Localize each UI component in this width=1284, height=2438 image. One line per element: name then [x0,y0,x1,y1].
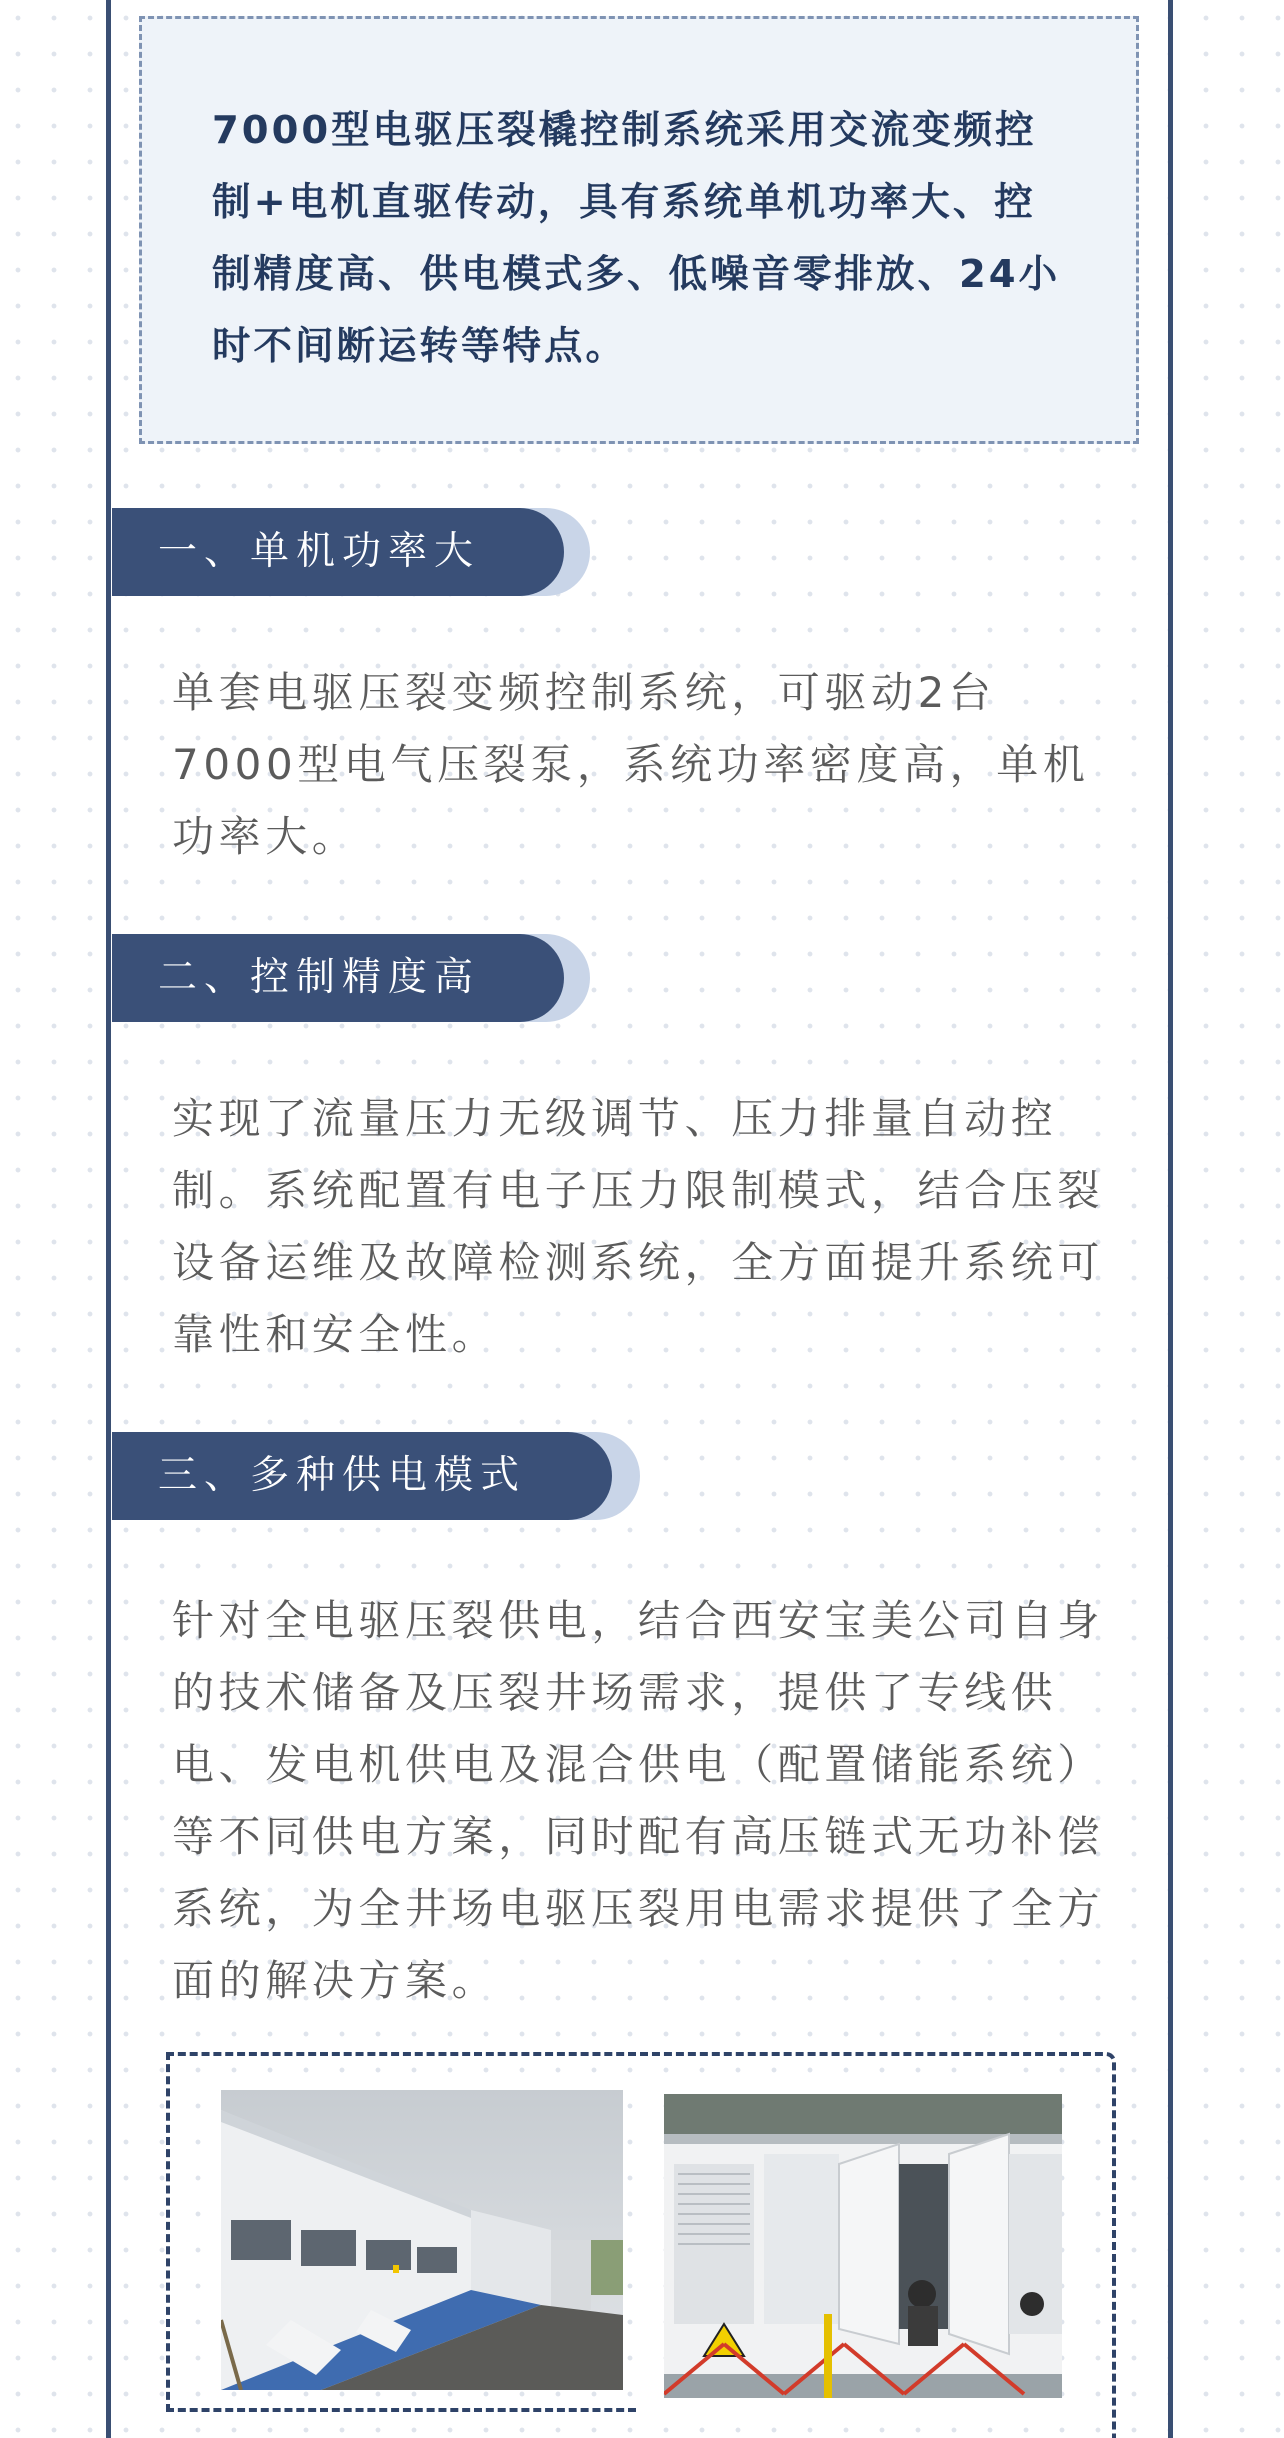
section-title-supply: 三、多种供电模式 [158,1453,527,1498]
section-body-precision: 实现了流量压力无级调节、压力排量自动控制。系统配置有电子压力限制模式，结合压裂设备运维及故障检测系统，全方面提升系统可靠性和安全性。 [172,1094,1105,1359]
section-header-power [112,508,592,596]
left-frame-border [106,0,111,2438]
intro-box [139,16,1139,444]
section-title-power: 一、单机功率大 [158,529,481,574]
equipment-row-photo [221,2090,623,2390]
section-title-precision: 二、控制精度高 [158,955,481,1000]
section-body-power: 单套电驱压裂变频控制系统，可驱动2台7000型电气压裂泵，系统功率密度高，单机功率大。 [172,668,1090,861]
section-header-precision [112,934,592,1022]
switchgear-cabinet-photo [664,2094,1062,2398]
section-header-supply [112,1432,642,1520]
section-body-supply: 针对全电驱压裂供电，结合西安宝美公司自身的技术储备及压裂井场需求，提供了专线供电、发电机供电及混合供电（配置储能系统）等不同供电方案，同时配有高压链式无功补偿系统，为全井场电驱压裂用电需求提供了全方面的解决方案。 [172,1596,1105,2005]
intro-text: 7000型电驱压裂橇控制系统采用交流变频控制+电机直驱传动，具有系统单机功率大、控制精度高、供电模式多、低噪音零排放、24小时不间断运转等特点。 [212,108,1061,369]
right-frame-border [1168,0,1173,2438]
